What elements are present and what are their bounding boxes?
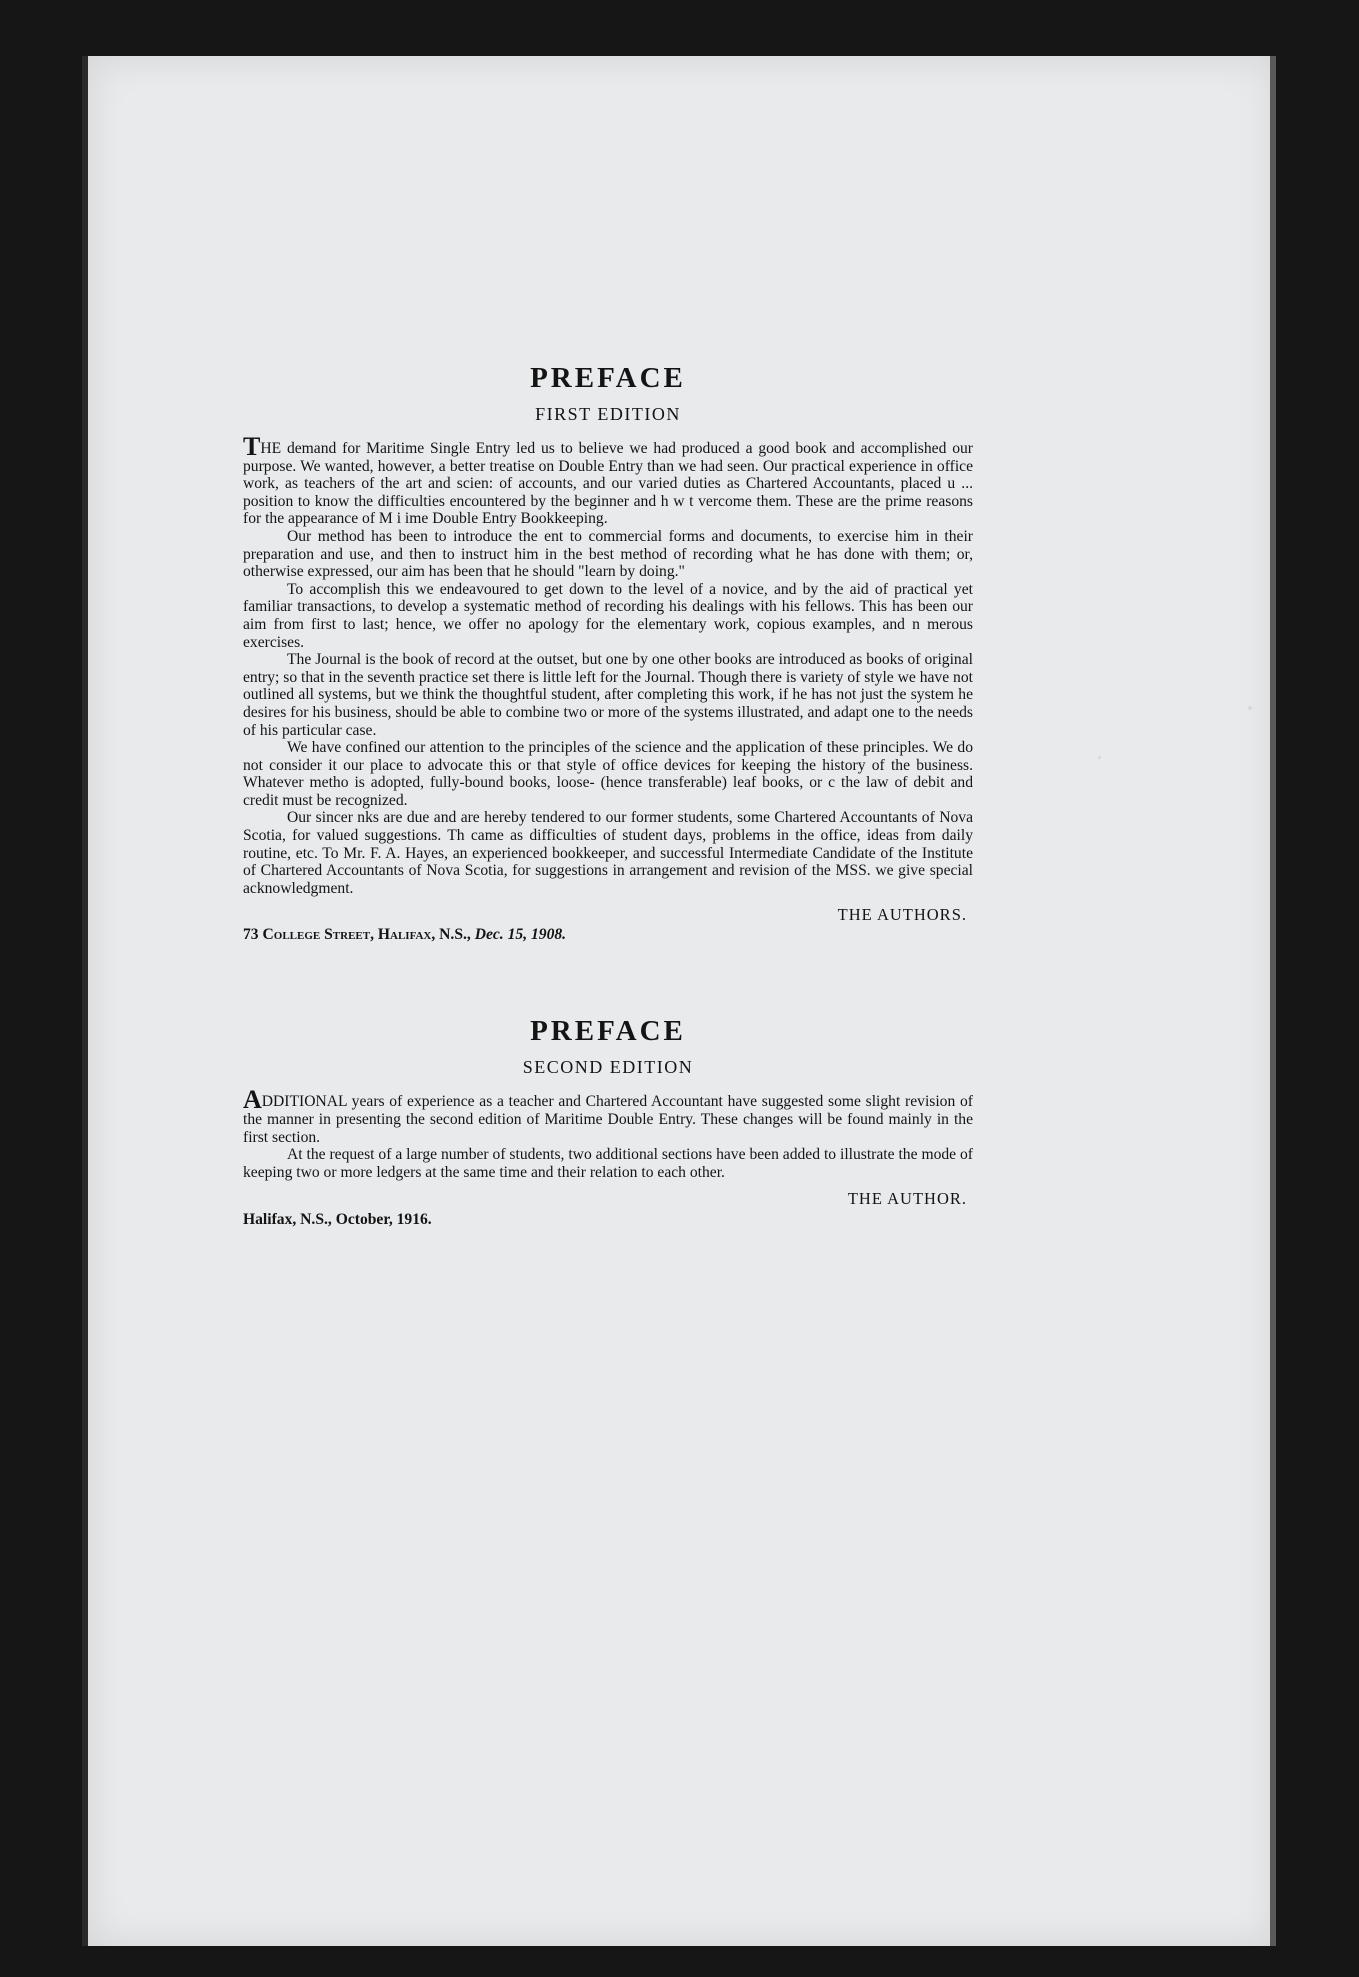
preface-title: PREFACE	[530, 1015, 686, 1048]
place-date: Halifax, N.S., October, 1916.	[243, 1211, 432, 1229]
drop-cap: A	[243, 1085, 262, 1115]
paragraph: The Journal is the book of record at the outset, but one by one other books are introduced as books of original entry; so that in the seventh practice set there is little left for the Journal. Though there is variety of style we have not outlined all systems, but we think the thoughtful student, after completing this work, if he has not just the system he desires for his business, should be able to combine two or more of the systems illustrated, and adapt one to the needs of his particular case.	[243, 651, 973, 739]
paragraph: Our method has been to introduce the ent to commercial forms and documents, to exercise him in their preparation and use, and then to instruct him in the best method of recording what he has done with them; or, otherwise expressed, our aim has been that he should "learn by doing."	[243, 527, 973, 581]
paragraph	[243, 432, 973, 528]
paragraph-text: DDITIONAL years of experience as a teacher and Chartered Accountant have suggested some slight revision of the manner in presenting the second edition of Maritime Double Entry. These changes will be found mainly in the first section.	[243, 1093, 973, 1146]
dust-speck	[1248, 706, 1252, 710]
signature: THE AUTHOR.	[847, 1189, 967, 1209]
dust-speck	[1098, 756, 1101, 759]
paragraph-text: HE demand for Maritime Single Entry led us to believe we had produced a good book and accomplished our purpose. We wanted, however, a better treatise on Double Entry than we had seen. Our practical experience in office work, as teachers of the art and scien: of accounts, and our varied duties as Chartered Accountants, placed u ... position to know the difficulties encountered by the beginner and h w t vercome them. These are the prime reasons for the appearance of M i ime Double Entry Bookkeeping.	[243, 440, 973, 528]
address-province: N.S.,	[435, 926, 475, 944]
preface-second-edition	[243, 1013, 973, 1229]
preface-first-edition	[243, 360, 973, 945]
edition-subtitle: SECOND EDITION	[522, 1057, 694, 1078]
paragraph: At the request of a large number of students, two additional sections have been added to illustrate the mode of keeping two or more ledgers at the same time and their relation to each other.	[243, 1146, 973, 1181]
preface-title: PREFACE	[530, 362, 686, 394]
paragraph	[243, 1085, 973, 1146]
paragraph: We have confined our attention to the principles of the science and the application of these principles. We do not consider it our place to advocate this or that style of office devices for keeping the history of the business. Whatever metho is adopted, fully-bound books, loose- (hence transferable) leaf books, or c the law of debit and credit must be recognized.	[243, 739, 973, 809]
address-line	[243, 925, 973, 945]
signature: THE AUTHORS.	[837, 905, 967, 925]
paragraph: Our sincer nks are due and are hereby tendered to our former students, some Chartered Accountants of Nova Scotia, for valued suggestions. Th came as difficulties of student days, problems in the office, ideas from daily routine, etc. To Mr. F. A. Hayes, an experienced bookkeeper, and successful Intermediate Candidate of the Institute of Chartered Accountants of Nova Scotia, for suggestions in arrangement and revision of the MSS. we give special acknowledgment.	[243, 809, 973, 897]
edition-subtitle: FIRST EDITION	[535, 404, 681, 424]
address-street: College Street, Halifax,	[262, 926, 436, 944]
drop-cap: T	[243, 432, 261, 461]
address-number: 73	[243, 926, 263, 944]
paragraph: To accomplish this we endeavoured to get down to the level of a novice, and by the aid of practical yet familiar transactions, to develop a systematic method of recording his dealings with his fellows. This has been our aim from first to last; hence, we offer no apology for the elementary work, copious examples, and n merous exercises.	[243, 580, 973, 651]
preface-content	[243, 360, 973, 1229]
address-date: Dec. 15, 1908.	[474, 926, 567, 944]
page-edge	[1270, 56, 1276, 1946]
